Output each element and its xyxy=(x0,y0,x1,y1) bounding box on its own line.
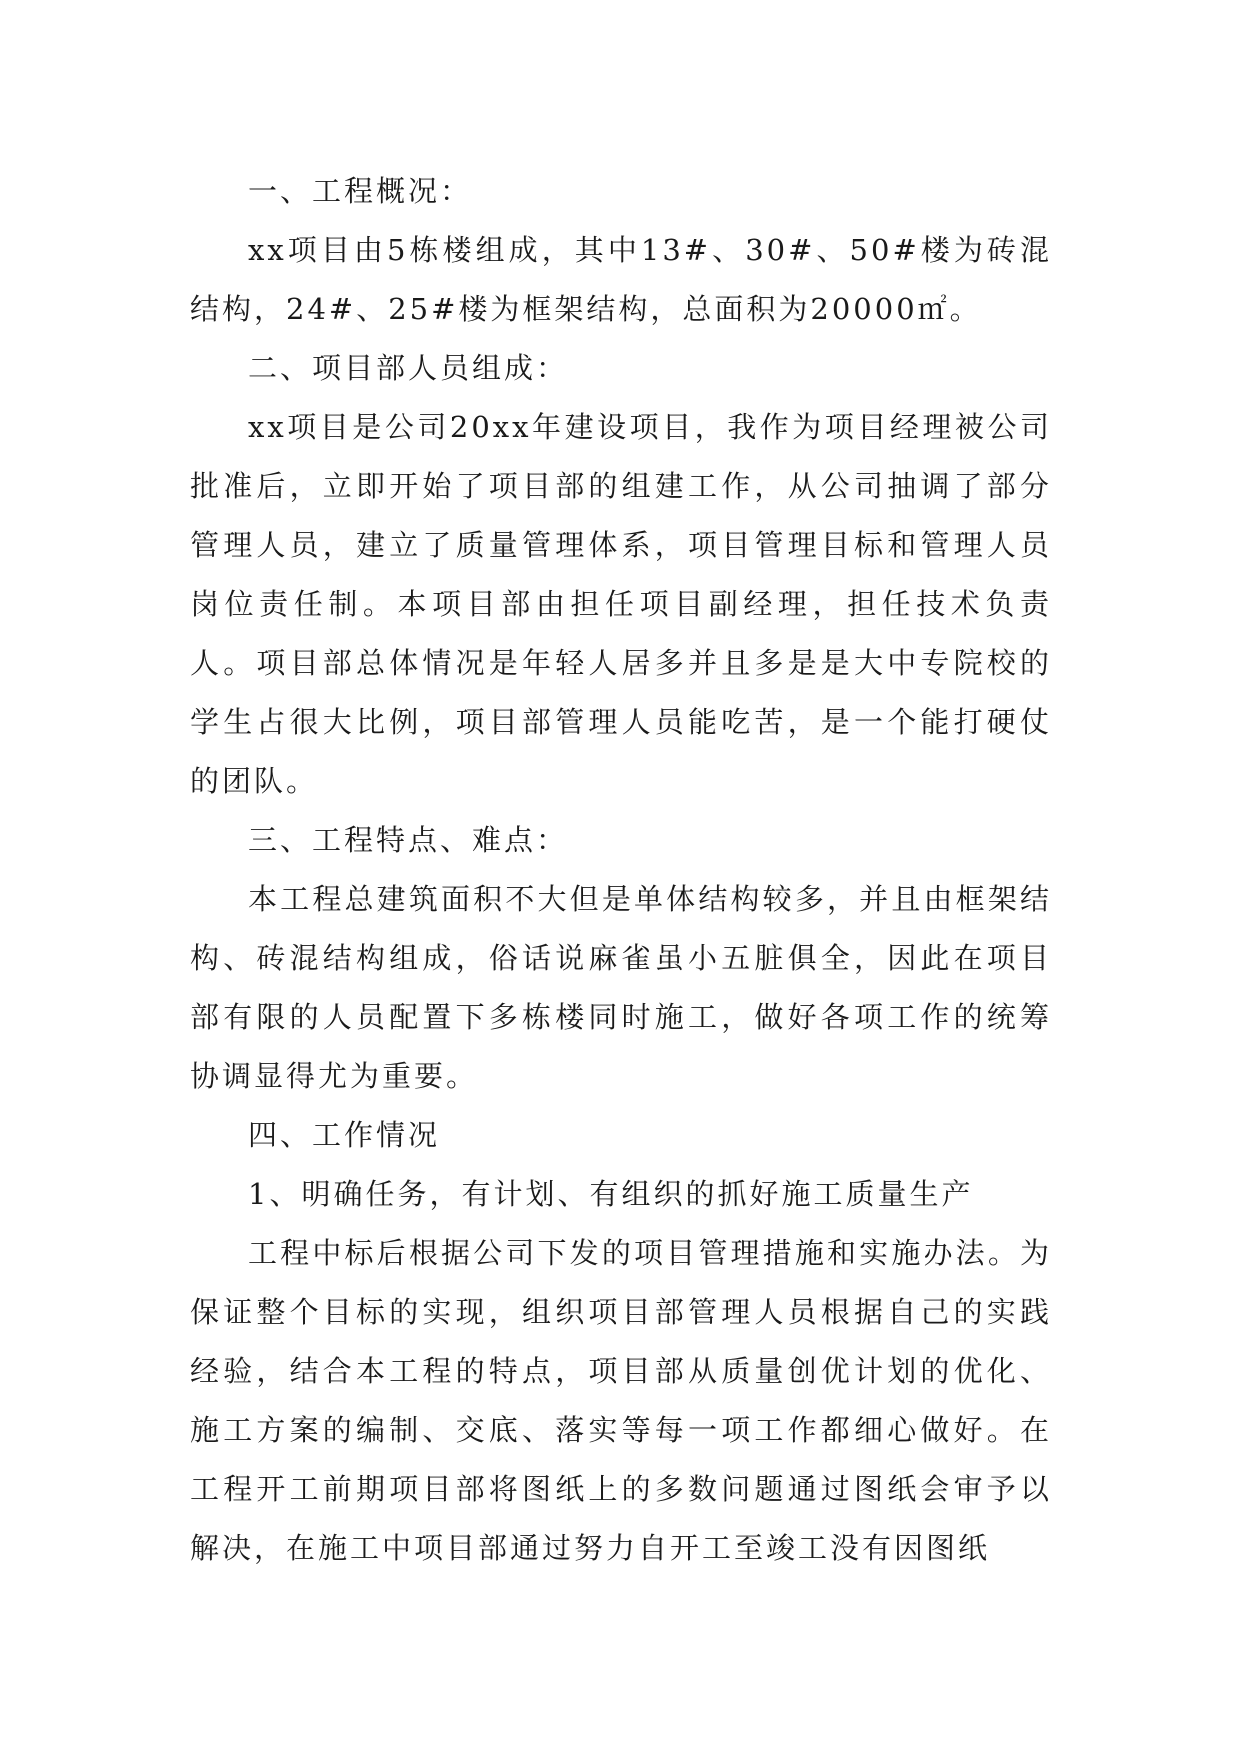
paragraph-staff: xx项目是公司20xx年建设项目，我作为项目经理被公司批准后，立即开始了项目部的组建工作，从公司抽调了部分管理人员，建立了质量管理体系，项目管理目标和管理人员岗位责任制。本项目部由担任项目副经理，担任技术负责人。项目部总体情况是年轻人居多并且多是是大中专院校的学生占很大比例，项目部管理人员能吃苦，是一个能打硬仗的团队。 xyxy=(190,410,1052,798)
section-heading-staff: 二、项目部人员组成： xyxy=(248,351,569,385)
section-heading-features: 三、工程特点、难点： xyxy=(248,823,569,857)
paragraph-features: 本工程总建筑面积不大但是单体结构较多，并且由框架结构、砖混结构组成，俗话说麻雀虽小五脏俱全，因此在项目部有限的人员配置下多栋楼同时施工，做好各项工作的统筹协调显得尤为重要。 xyxy=(190,882,1052,1093)
document-body xyxy=(190,162,1052,1578)
paragraph-tasks: 工程中标后根据公司下发的项目管理措施和实施办法。为保证整个目标的实现，组织项目部管理人员根据自己的实践经验，结合本工程的特点，项目部从质量创优计划的优化、施工方案的编制、交底、落实等每一项工作都细心做好。在工程开工前期项目部将图纸上的多数问题通过图纸会审予以解决，在施工中项目部通过努力自开工至竣工没有因图纸 xyxy=(190,1236,1052,1565)
paragraph-project-overview: xx项目由5栋楼组成，其中13#、30#、50#楼为砖混结构，24#、25#楼为框架结构，总面积为20000㎡。 xyxy=(190,233,1052,326)
section-heading-project-overview: 一、工程概况： xyxy=(248,174,473,208)
section-heading-work: 四、工作情况 xyxy=(248,1118,441,1152)
subsection-heading-tasks: 1、明确任务，有计划、有组织的抓好施工质量生产 xyxy=(248,1177,974,1211)
